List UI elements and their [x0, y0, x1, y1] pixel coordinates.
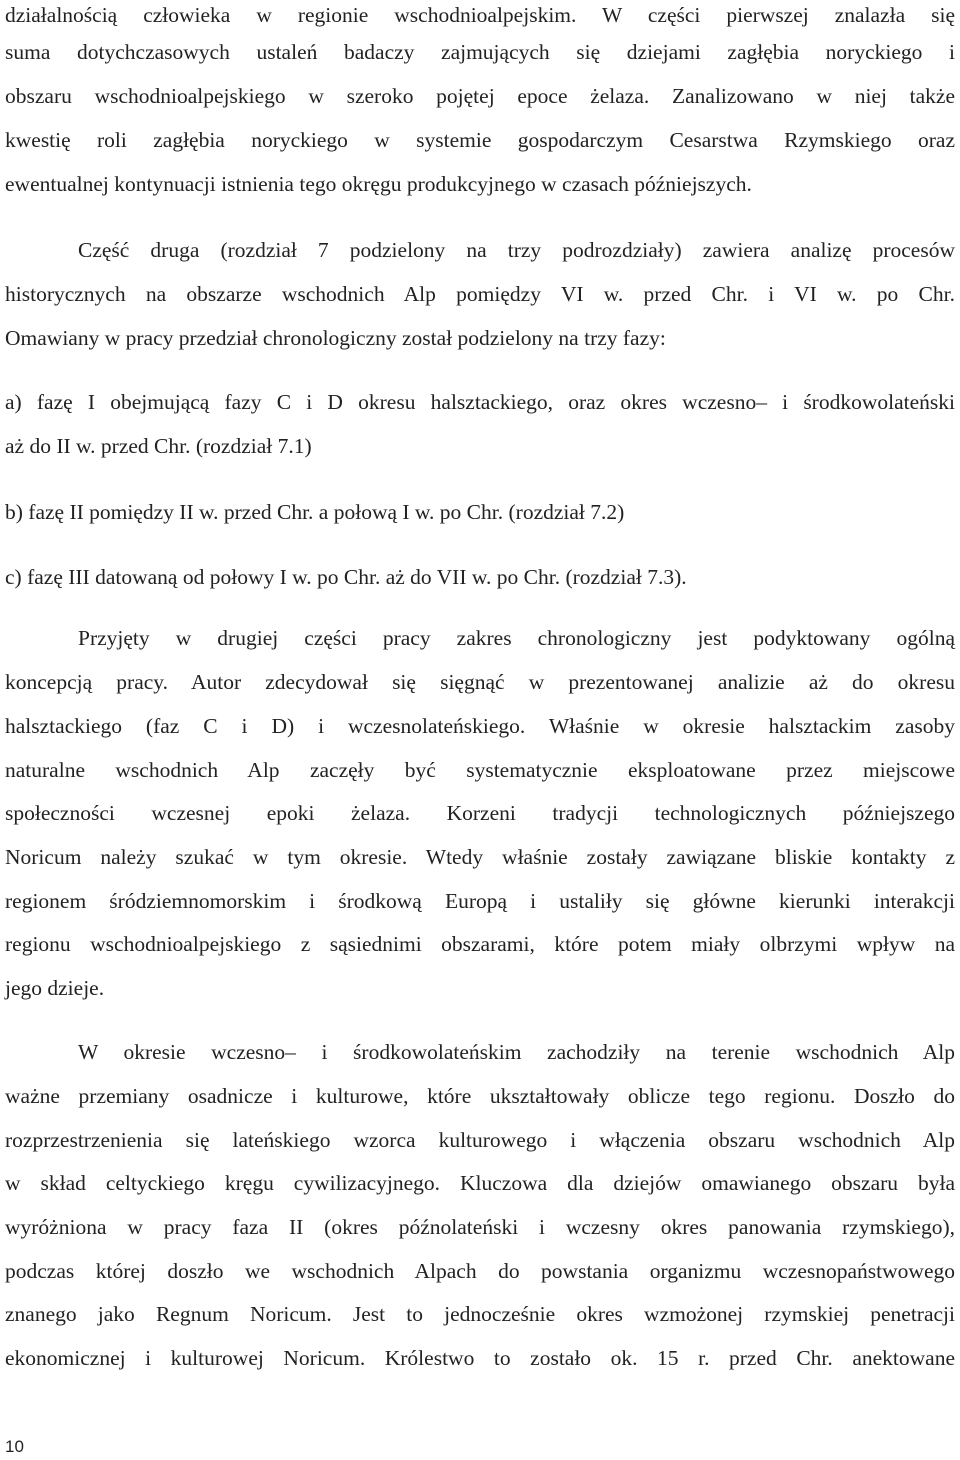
paragraph-1-line-3: obszaru wschodnioalpejskiego w szeroko pojętej epoce żelaza. Zanalizowano w niej także — [5, 84, 955, 108]
paragraph-2-line-1: Część druga (rozdział 7 podzielony na trzy podrozdziały) zawiera analizę procesów — [78, 238, 955, 262]
paragraph-3-line-7: regionem śródziemnomorskim i środkową Europą i ustaliły się główne kierunki interakcji — [5, 889, 955, 913]
paragraph-4-line-5: wyróżniona w pracy faza II (okres późnolateński i wczesny okres panowania rzymskiego), — [5, 1215, 955, 1239]
paragraph-1-line-1: działalnością człowieka w regionie wschodnioalpejskim. W części pierwszej znalazła się — [5, 3, 955, 27]
paragraph-4-line-2: ważne przemiany osadnicze i kulturowe, które ukształtowały oblicze tego regionu. Doszło do — [5, 1084, 955, 1108]
page-number: 10 — [5, 1437, 24, 1456]
paragraph-3-line-8: regionu wschodnioalpejskiego z sąsiednimi obszarami, które potem miały olbrzymi wpływ na — [5, 932, 955, 956]
paragraph-3-line-1: Przyjęty w drugiej części pracy zakres chronologiczny jest podyktowany ogólną — [78, 626, 955, 650]
paragraph-3-line-9: jego dzieje. — [5, 976, 105, 1000]
paragraph-4-line-1: W okresie wczesno– i środkowolateńskim zachodziły na terenie wschodnich Alp — [78, 1040, 955, 1064]
paragraph-4-line-6: podczas której doszło we wschodnich Alpach do powstania organizmu wczesnopaństwowego — [5, 1259, 955, 1283]
paragraph-4-line-4: w skład celtyckiego kręgu cywilizacyjnego. Kluczowa dla dziejów omawianego obszaru była — [5, 1171, 955, 1195]
phase-a-line-2: aż do II w. przed Chr. (rozdział 7.1) — [5, 434, 312, 458]
phase-b-line-1: b) fazę II pomiędzy II w. przed Chr. a połową I w. po Chr. (rozdział 7.2) — [5, 500, 625, 524]
paragraph-3-line-4: naturalne wschodnich Alp zaczęły być systematycznie eksploatowane przez miejscowe — [5, 758, 955, 782]
paragraph-1-line-5: ewentualnej kontynuacji istnienia tego okręgu produkcyjnego w czasach późniejszych. — [5, 172, 752, 196]
paragraph-3-line-2: koncepcją pracy. Autor zdecydował się sięgnąć w prezentowanej analizie aż do okresu — [5, 670, 955, 694]
paragraph-4-line-3: rozprzestrzenienia się lateńskiego wzorca kulturowego i włączenia obszaru wschodnich Alp — [5, 1128, 955, 1152]
paragraph-2-line-2: historycznych na obszarze wschodnich Alp pomiędzy VI w. przed Chr. i VI w. po Chr. — [5, 282, 955, 306]
paragraph-3-line-6: Noricum należy szukać w tym okresie. Wtedy właśnie zostały zawiązane bliskie kontakty z — [5, 845, 955, 869]
phase-a-line-1: a) fazę I obejmującą fazy C i D okresu halsztackiego, oraz okres wczesno– i środkowolateński — [5, 390, 955, 414]
paragraph-4-line-8: ekonomicznej i kulturowej Noricum. Królestwo to zostało ok. 15 r. przed Chr. anektowane — [5, 1346, 955, 1370]
phase-c-line-1: c) fazę III datowaną od połowy I w. po Chr. aż do VII w. po Chr. (rozdział 7.3). — [5, 565, 687, 589]
paragraph-1-line-4: kwestię roli zagłębia noryckiego w systemie gospodarczym Cesarstwa Rzymskiego oraz — [5, 128, 955, 152]
paragraph-3-line-5: społeczności wczesnej epoki żelaza. Korzeni tradycji technologicznych późniejszego — [5, 801, 955, 825]
paragraph-2-line-3: Omawiany w pracy przedział chronologiczny został podzielony na trzy fazy: — [5, 326, 666, 350]
paragraph-3-line-3: halsztackiego (faz C i D) i wczesnolateńskiego. Właśnie w okresie halsztackim zasoby — [5, 714, 955, 738]
paragraph-4-line-7: znanego jako Regnum Noricum. Jest to jednocześnie okres wzmożonej rzymskiej penetracji — [5, 1302, 955, 1326]
paragraph-1-line-2: suma dotychczasowych ustaleń badaczy zajmujących się dziejami zagłębia noryckiego i — [5, 40, 955, 64]
